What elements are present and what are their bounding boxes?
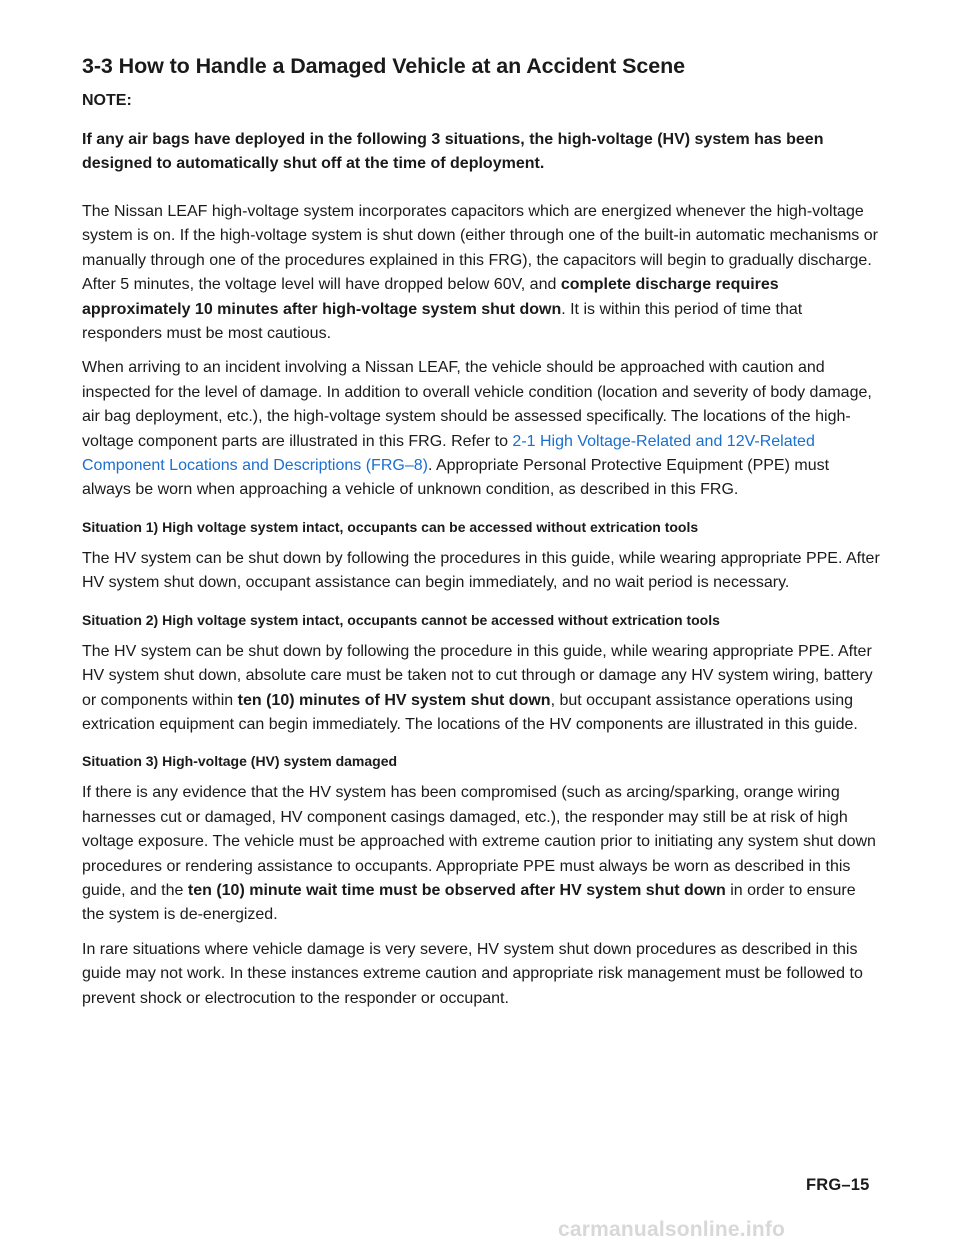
situation-2-text-a: The HV system can be shut down by following the procedure in this guide, while wearing appropriate PPE. After HV system shut down, absolute care must be taken not to cut through or damage any HV system wiring, battery or components within (82, 642, 873, 709)
watermark: carmanualsonline.info (558, 1218, 786, 1241)
intro-p2-text-c: . Appropriate Personal Protective Equipment (PPE) must always be worn when approaching a vehicle of unknown condition, as described in this FRG. (82, 457, 830, 499)
component-locations-link[interactable]: 2-1 High Voltage-Related and 12V-Related Component Locations and Descriptions (FRG–8) (82, 432, 815, 475)
page-number: FRG–15 (806, 1176, 870, 1194)
situation-2-heading: Situation 2) High voltage system intact, occupants cannot be accessed without extrication tools (82, 611, 720, 628)
situation-1-heading: Situation 1) High voltage system intact, occupants can be accessed without extrication tools (82, 518, 699, 535)
intro-p1-emphasis: complete discharge requires approximately 10 minutes after high-voltage system shut down (82, 276, 779, 318)
situation-2-paragraph (82, 640, 882, 738)
situation-3-text-a: If there is any evidence that the HV system has been compromised (such as arcing/sparking, orange wiring harnesses cut or damaged, HV component casings damaged, etc.), the responder may still be at risk of high voltage exposure. The vehicle must be approached with extreme caution prior to initiating any system shut down procedures or rendering assistance to occupants. Appropriate PPE must always be worn as described in this guide, and the (82, 784, 876, 899)
section-title: 3-3 How to Handle a Damaged Vehicle at an Accident Scene (82, 54, 685, 78)
situation-3-paragraph-2: In rare situations where vehicle damage is very severe, HV system shut down procedures as described in this guide may not work. In these instances extreme caution and appropriate risk management must be followed to prevent shock or electrocution to the responder or occupant. (82, 940, 863, 1007)
note-text: If any air bags have deployed in the following 3 situations, the high-voltage (HV) system has been designed to automatically shut off at the time of deployment. (82, 131, 824, 172)
situation-2-emphasis: ten (10) minutes of HV system shut down (237, 691, 551, 709)
intro-p2-text-a: When arriving to an incident involving a Nissan LEAF, the vehicle should be approached with caution and inspected for the level of damage. In addition to overall vehicle condition (location and severity of body damage, air bag deployment, etc.), the high-voltage system should be assessed specifically. The locations of the high-voltage component parts are illustrated in this FRG. Refer to (82, 359, 872, 450)
situation-3-heading: Situation 3) High-voltage (HV) system damaged (82, 753, 398, 770)
situation-2-text-c: , but occupant assistance operations using extrication equipment can begin immediately. The locations of the HV components are illustrated in this guide. (82, 691, 858, 733)
intro-paragraph-1 (82, 200, 882, 346)
situation-3-paragraph (82, 781, 882, 927)
situation-3-text-c: in order to ensure the system is de-energized. (82, 881, 856, 924)
situation-3-emphasis: ten (10) minute wait time must be observed after HV system shut down (187, 881, 726, 899)
situation-1-text: The HV system can be shut down by following the procedures in this guide, while wearing appropriate PPE. After HV system shut down, occupant assistance can begin immediately, and no wait period is necessary. (82, 549, 880, 592)
intro-paragraph-2 (82, 356, 882, 502)
document-page (82, 52, 882, 1021)
intro-p1-text-a: The Nissan LEAF high-voltage system incorporates capacitors which are energized whenever the high-voltage system is on. If the high-voltage system is shut down (either through one of the built-in automatic mechanisms or manually through one of the procedures explained in this FRG), the capacitors will begin to gradually discharge. After 5 minutes, the voltage level will have dropped below 60V, and (82, 203, 878, 294)
note-label: NOTE: (82, 92, 132, 109)
intro-p1-text-c: . It is within this period of time that responders must be most cautious. (82, 300, 803, 343)
